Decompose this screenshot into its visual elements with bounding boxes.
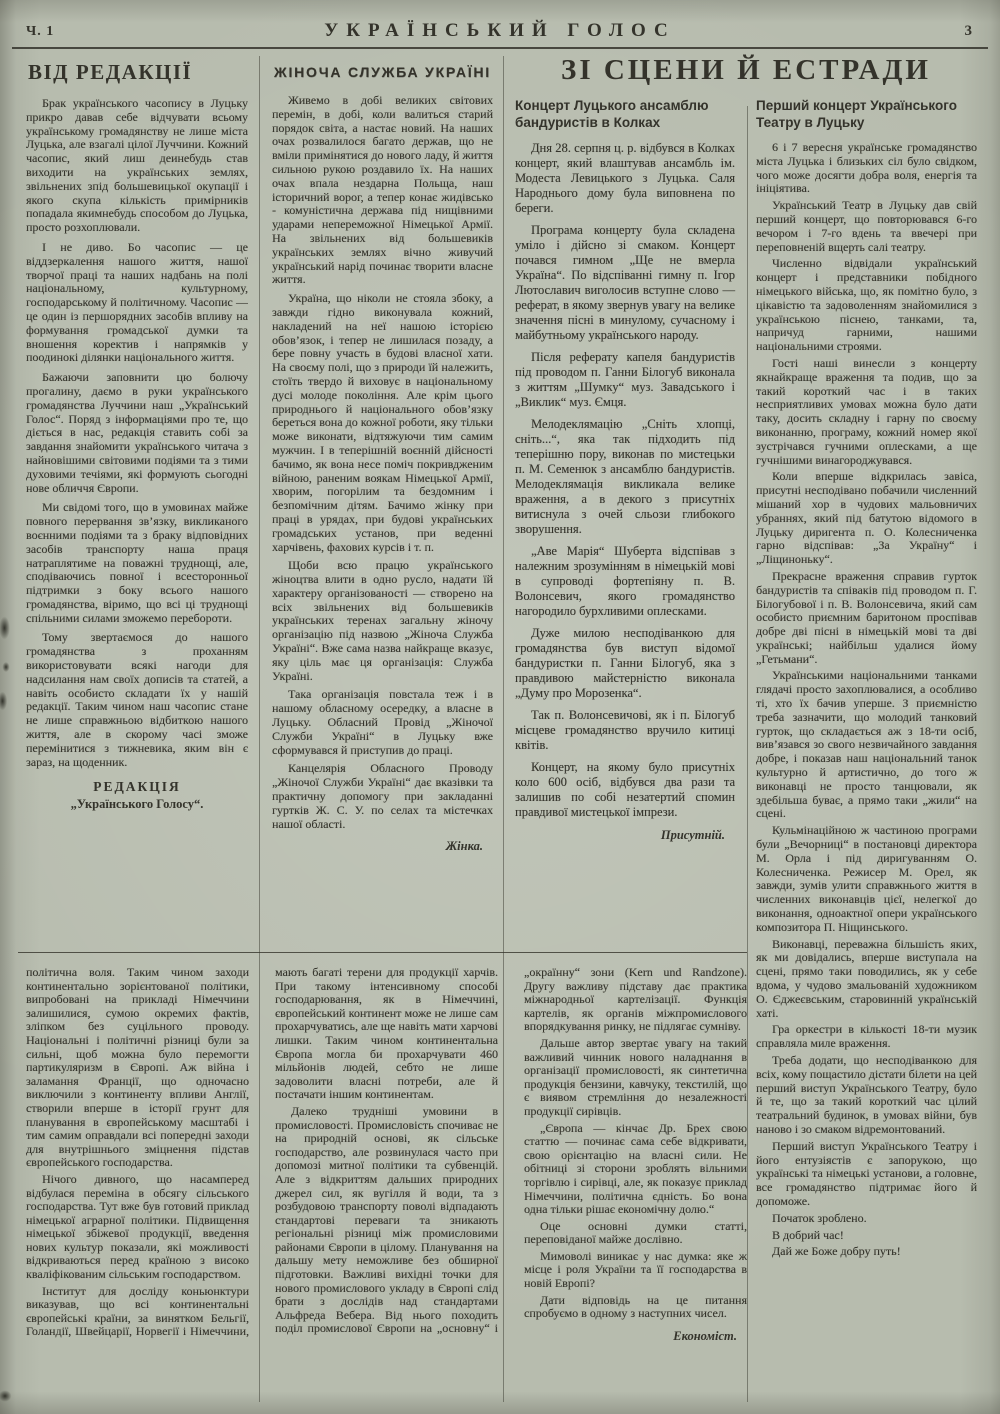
- paragraph: Живемо в добі великих світових перемін, в добі, коли валиться старий порядок світа, а настає новий. На наших очах розвалилося багато держав, що не вміли примінятися до нового ладу, й життя сильною рукою роздавило їх. На наших очах впала нездарна Польща, наш історичний ворог, а тепер конає жидівсько - комуністична держава під нищівними ударами непереможної Німецької Армії. На звільнених від большевиків українських землях вічно живучий український нарід починає творити власне життя.: [272, 93, 493, 287]
- paragraph: Мелодеклямацію „Сніть хлопці, сніть...“, яка так підходить під теперішню пору, виконав по мистецьки п. М. Семенюк з ансамблю бандуристів. Мелодеклямація викликала велике враження, а в декого з присутніх витиснула з очей сльози глибокого зворушення.: [515, 417, 735, 536]
- article-theatre-concert: [756, 97, 977, 1397]
- theatre-concert-title: Перший концерт Українського Театру в Луцьку: [756, 98, 957, 130]
- paragraph: Кульмінаційною ж частиною програми були „Вечорниці“ в постановці директора М. Орла і під диригуванням О. Колесниченка. Режисер М. Орел, як завжди, зумів улити справжнього життя в численних виконавців цієї, нелегкої до виконання, одноактної опери українського композитора П. Ніщинського.: [756, 823, 977, 934]
- paragraph: Так п. Волонсевичові, як і п. Білогуб місцеве громадянство вручило китиці квітів.: [515, 708, 735, 752]
- paragraph: Програма концерту була складена уміло і дійсно зі смаком. Концерт почався гимном „Ще не вмерла Україна“. По відспіванні гимну п. Ігор Лютославич виголосив вступне слово — реферат, в якому звернув увагу на велике значення пісні в минулому, сучасному і майбутньому українського народу.: [515, 223, 735, 342]
- paragraph: Прекрасне враження справив гурток бандуристів та співаків під проводом п. Г. Білогубової і п. В. Волонсевича, який сам особисто приємним баритоном проспівав добре дві пісні в німецькій мові та дві українські; найбільш удалися йому „Гетьмани“.: [756, 568, 977, 666]
- ink-spot: [0, 1388, 14, 1404]
- editorial-title: ВІД РЕДАКЦІЇ: [28, 60, 193, 84]
- paragraph: В добрий час!: [772, 1227, 844, 1242]
- paragraph: „Аве Марія“ Шуберта відспівав з належним зрозумінням в німецькій мові в супроводі фортепіяну п. В. Волонсевич, якого громадянство нагородило бурхливими оплесками.: [515, 544, 735, 618]
- paragraph: Перший виступ Українського Театру і його ентузіястів є запорукою, що українські та німецькі установи, а головне, все громадянство підтримає його й допоможе.: [756, 1138, 977, 1208]
- stage-section-title: ЗІ СЦЕНИ Й ЕСТРАДИ: [561, 54, 931, 86]
- editorial-body: [26, 97, 248, 769]
- paragraph: Коли вперше відкрилась завіса, присутні несподівано побачили численний мішаний хор в чудових мальовничих убраннях, який під батутою відомого в Луцьку диригента п. О. Колесниченка гарно відспівав: „За Україну“ і „Ліщиноньку“.: [756, 469, 977, 567]
- ink-spot: [1, 660, 11, 674]
- paragraph: Дай же Боже добру путь!: [772, 1244, 901, 1259]
- paragraph: Дати відповідь на це питання спробуємо в одному з наступних чисел.: [524, 1292, 747, 1321]
- paragraph: Україна, що ніколи не стояла збоку, а завжди гідно виконувала кожний, накладений на неї нашою історією обов’язок, і тепер не лишилася позаду, а бере повну участь в будові власної хати. На своєму полі, що з природи їй належить, стоїть твердо й виховує в національному дусі молоде покоління. Але крім цього природнього й національного обов’язку береться вона до кожної роботи, яку тільки може виконати, відтяжуючи тим самим мужчин. І в теперішній воєнній дійсності бачимо, як вона несе поміч покривдженим війною, раненим воякам Німецької Армії, хворим, погорілим та бездомним і безпомічним дітям. Бачимо жінку при праці в урядах, при будові українських громадських установ, при веденні харчівень, фахових курсів і т. п.: [272, 291, 493, 554]
- womens-service-title: ЖІНОЧА СЛУЖБА УКРАЇНІ: [274, 64, 491, 80]
- paragraph: Виконавці, переважна більшість яких, як ми довідались, вперше виступала на сцені, прямо таки поводились, як у себе вдома, у чудово змальованій художником О. Єджеєвським, старовинній українській хаті.: [756, 936, 977, 1020]
- paragraph: Оце основні думки статті, переповіданої майже дослівно.: [524, 1218, 747, 1247]
- paragraph: політична воля. Таким чином заходи континентально зорієнтованої політики, випробовані на прикладі Німеччини залишилися, сумою окремих фактів, зліпком без суцільного проводу. Національні і політичні різниці були за сильні, щоб можна було перемогти партикуляризм в Європі. Аж війна і заламання Франції, що одночасно виключили з континенту впливи Англії, створили вперше в історії грунт для планування в європейському масштабі і тим самим оправдали всі попередні заходи для внутрішнього зміцнення підстав європейського господарства.: [26, 966, 249, 1170]
- ink-spot: [0, 688, 9, 714]
- paragraph: Дуже милою несподіванкою для громадянства був виступ відомої бандуристки п. Ганни Білогуб, яка з правдивою майстерністю виконала „Думу про Морозенка“.: [515, 626, 735, 700]
- paragraph: Ми свідомі того, що в умовинах майже повного перервання зв’язку, викликаного воєнними подіями та з браку відповідних засобів транспорту наша праця натраплятиме на поважні труднощі, але, сподіваючись повної і всесторонньої підтримки з боку всього нашого громадянства, віримо, що всі ці труднощі спільними силами зможемо перебороти.: [26, 500, 248, 625]
- kolky-concert-body: [515, 141, 735, 820]
- issue-number: Ч. 1: [26, 24, 55, 39]
- masthead: [26, 16, 974, 42]
- paragraph: Численно відвідали український концерт і представники побідного німецького війська, що, як помітно було, з цікавістю та задоволенням знайомилися з українською піснею, танками, та, напричуд гарними, нашими національними строями.: [756, 256, 977, 354]
- kolky-concert-title: Концерт Луцького ансамблю бандуристів в Колках: [515, 98, 709, 130]
- article-economy-continuation: [26, 966, 747, 1398]
- paragraph: „Європа — кінчає Др. Брех свою статтю — починає сама себе відкривати, свою орієнтацію на власні сили. Не обітниці зі сторони зроблять вільними торгівлю і сирівці, але, як показує приклад Німеччини, політична єдність. Бо вона одна тільки рішає економічну долю.“: [524, 1120, 747, 1217]
- paragraph: Мимоволі виникає у нас думка: яке ж місце і роля України та її господарства в новій Европі?: [524, 1248, 747, 1291]
- paragraph: Початок зроблено.: [772, 1210, 867, 1225]
- paragraph: Далеко трудніші умовини в промисловості. Промисловість спочиває не на природній основі, як сільське господарство, але розвинулася часто при допомозі митної політики та субвенцій. Але з відкриттям дальших природних джерел сил, як вугілля й води, та з розбудовою транспорту поволі відпадають стандартові переваги та зникають регіональні різниці між промисловими районами Європи в цілому. Планування на дальшу мету неможливе без обширної підготовки. Важливі вихідні точки для нового промислового укладу в Європі слід брати з дослідів над стандартами Альфреда Вебера. Від нього походить поділ промислової Європи на „основну“ і „окраїнну“ зони (Kern und Randzone). Другу важливу підставу дає практика міжнародньої картелізації. Функція картелів, як органів міжпромислового впорядкування ринку, не підлягає сумніву.: [275, 966, 747, 1336]
- newspaper-title: УКРАЇНСЬКИЙ ГОЛОС: [324, 20, 676, 41]
- editorial-signature-role: РЕДАКЦІЯ: [93, 779, 181, 795]
- article-editorial: [26, 58, 248, 946]
- ink-spot: [0, 612, 12, 644]
- article-womens-service: [272, 58, 493, 946]
- paragraph: Гра оркестри в кількості 18-ти музик справляла миле враження.: [756, 1022, 977, 1051]
- paragraph: Канцелярія Обласного Проводу „Жіночої Служби Україні“ дає вказівки та практичну допомогу при закладанні гуртків Ж. С. У. по селах та містечках нашої області.: [272, 761, 493, 831]
- theatre-concert-body: [756, 141, 977, 1259]
- paragraph: Нічого дивного, що насамперед відбулася переміна в обсягу сільського господарства. Тут вже був готовий приклад німецької аграрної політики. Підвищення німецької збіжевої продукції, введення нових культур показали, які можливості відкриваються перед країною з високо кваліфікованим сільським господарством.: [26, 1171, 249, 1282]
- paragraph: Брак українського часопису в Луцьку прикро давав себе відчувати всьому українському громадянству не лише міста Луцька, але взагалі цілої Луччини. Кожний часопис, який лиш деинебудь став виходити на українських землях, звільнених зпід большевицької окупації і якого скупа кількість примірників попадала якимнебудь способом до Луцька, просто розхоплювали.: [26, 96, 248, 235]
- paragraph: Дня 28. серпня ц. р. відбувся в Колках концерт, який влаштував ансамбль ім. Модеста Левицького з Луцька. Саля Народнього дому була виповнена по береги.: [515, 141, 735, 215]
- paragraph: Бажаючи заповнити цю болючу прогалину, даємо в руки українського громадянства Луччини наш „Український Голос“. Поряд з інформаціями про те, що діється в нас, редакція ставить собі за завдання знайомити українського читача з найновішими світовими подіями та з тими духовими течіями, які формують сьогодні нове обличчя Європи.: [26, 370, 248, 495]
- editorial-signature-name: „Українського Голосу“.: [70, 797, 204, 812]
- paragraph: Інститут для досліду коньюнктури виказував, що всі континентальні європейські країни, за винятком Бельгії, Голандії, Швейцарії, Норвегії і Німеччини, мають багаті терени для продукції харчів. При такому інтенсивному способі господарювання, як в Німеччині, європейський континент може не лише сам прохарчуватись, але ще навіть мати харчові лишки. Таким чином континентальна Європа могла би прохарчувати 460 мільйонів людей, себто не лише задоволити власні потреби, але й постачати іншим континентам.: [26, 966, 498, 1339]
- paragraph: Така організація повстала теж і в нашому обласному осередку, а власне в Луцьку. Обласний Провід „Жіночої Служби Україні“ в Луцьку вже сформувався й приступив до праці.: [272, 687, 493, 757]
- kolky-concert-signature: Присутній.: [660, 828, 725, 842]
- economy-body: [26, 966, 747, 1344]
- paragraph: 6 і 7 вересня українське громадянство міста Луцька і близьких сіл було свідком, чого може досягти добра воля, енергія та ініціятива.: [756, 140, 977, 196]
- paragraph: Український Театр в Луцьку дав свій перший концерт, що повторювався 6-го вечором і 7-го вдень та ввечері при переповненій вщерть салі театру.: [756, 198, 977, 254]
- paragraph: Після реферату капеля бандуристів під проводом п. Ганни Білогуб виконала з життям „Шумку“ муз. Завадського і „Виклик“ муз. Ємця.: [515, 350, 735, 409]
- paragraph: Гості наші винесли з концерту якнайкраще враження та подив, що за такий короткий час і в таких несприятливих умовах можна було дати таку, досить складну і гарну по своєму виконанню, програму, кожний номер якої зустрічався гучними оплесками, а ще гучнішими винагороджувався.: [756, 355, 977, 467]
- page-number: 3: [964, 23, 972, 39]
- masthead-rule: [12, 47, 988, 49]
- paragraph: І не диво. Бо часопис — це віддзеркалення нашого життя, нашої творчої праці та наших надбань на полі національному, культурному, господарському й політичному. Часопис — це один із першорядних засобів впливу на формування громадської думки та вношення коректив і напрямків у поодинокі ділянки національного життя.: [26, 239, 248, 365]
- paragraph: Щоби всю працю українського жіноцтва влити в одно русло, надати їй характеру організованості — створено на всіх звільнених від большевиків українських теренах загальну жіночу організацію під назвою „Жіноча Служба Україні“. Вже сама назва найкраще вказує, яку ціль має ця організація: Служба Україні.: [272, 558, 493, 683]
- economy-signature: Економіст.: [673, 1328, 737, 1343]
- paragraph: Дальше автор звертає увагу на такий важливий чинник нового наладнання в організації промисловості, як синтетична продукція бензини, кавчуку, текстилій, що є виявом стремління до незалежності продукції сирівців.: [524, 1035, 747, 1118]
- womens-service-signature: Жінка.: [445, 839, 483, 854]
- paragraph: Тому звертаємося до нашого громадянства з проханням використовувати всякі нагоди для надсилання нам своїх дописів та статей, а навіть особисто складати їх у нашій редакції. Таким чином наш часопис стане не лише справжньою відбиткою нашого життя, але в скорому часі зможе перемінитися з тижневика, яким він є зараз, на щоденник.: [26, 630, 248, 769]
- womens-service-body: [272, 94, 493, 831]
- paragraph: Українськими національними танками глядачі просто захоплювалися, а особливо ті, хто їх бачив уперше. З приємністю треба зазначити, що молодий танковий гурток, що складається аж з 18-ти осіб, вив’язався зо свого незвичайного завдання добре, і показав наш національний танок культурно й артистично, до того ж виконавці не просто танцювали, як здебільша буває, а прямо таки „жили“ на сцені.: [756, 668, 977, 821]
- paragraph: Концерт, на якому було присутніх коло 600 осіб, відбувся два рази та залишив по собі незатертий спомин правдивої мистецької імпрези.: [515, 760, 735, 819]
- paragraph: Треба додати, що несподіванкою для всіх, кому пощастило дістати білети на цей перший виступ Українського Театру, було й те, що за такий короткий час цілий театральний будинок, в умовах війни, був наново і зо смаком відремонтований.: [756, 1053, 977, 1136]
